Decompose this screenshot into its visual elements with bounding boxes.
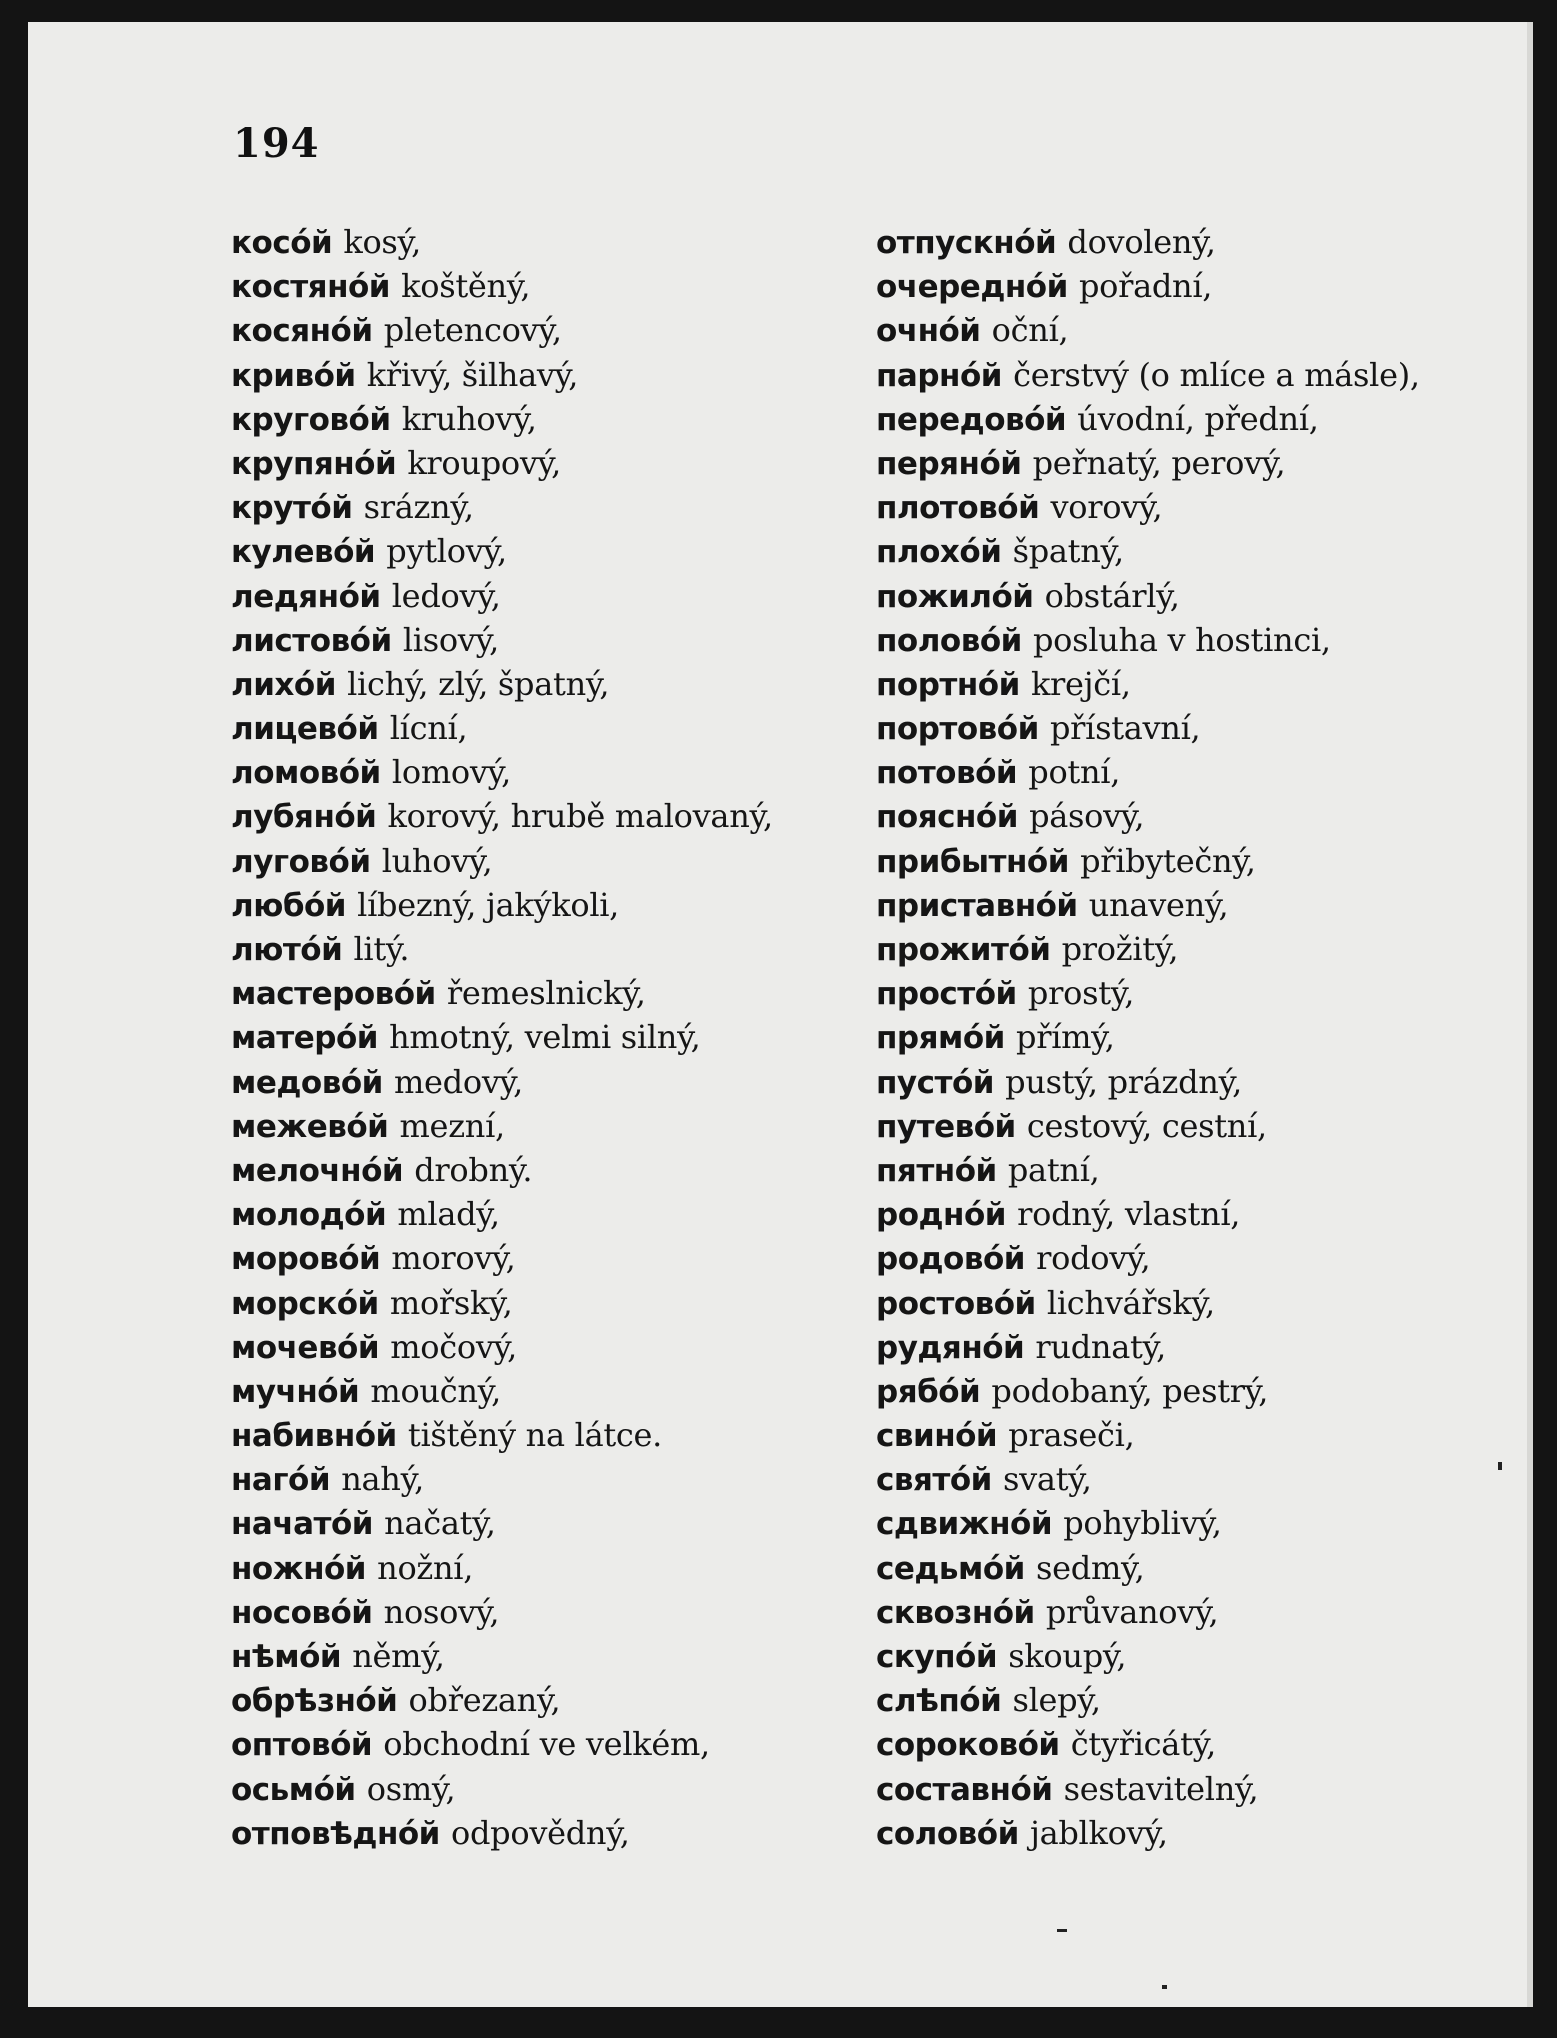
dictionary-entry	[876, 264, 1516, 308]
russian-headword: слѣпо́й	[876, 1683, 1002, 1720]
russian-headword: составно́й	[876, 1771, 1053, 1808]
russian-headword: криво́й	[231, 357, 356, 394]
dictionary-entry	[876, 1104, 1516, 1148]
russian-headword: косяно́й	[231, 313, 373, 350]
russian-headword: седьмо́й	[876, 1550, 1025, 1587]
czech-translation: sedmý,	[1036, 1548, 1145, 1587]
dictionary-entry	[231, 353, 851, 397]
dictionary-entry	[231, 1192, 851, 1236]
czech-translation: prožitý,	[1061, 930, 1179, 968]
czech-translation: líbezný, jakýkoli,	[357, 885, 620, 924]
dictionary-entry	[876, 794, 1516, 838]
russian-headword: потово́й	[876, 755, 1018, 792]
russian-headword: молодо́й	[231, 1197, 387, 1234]
dictionary-entry	[876, 1678, 1516, 1722]
czech-translation: obstárlý,	[1044, 576, 1180, 615]
russian-headword: поясно́й	[876, 799, 1018, 836]
czech-translation: unavený,	[1088, 885, 1229, 924]
czech-translation: lichý, zlý, špatný,	[347, 664, 610, 703]
dictionary-entry	[231, 441, 851, 485]
russian-headword: любо́й	[231, 887, 347, 924]
dictionary-entry	[231, 1325, 851, 1369]
czech-translation: krejčí,	[1030, 664, 1131, 703]
dictionary-entry	[231, 1767, 851, 1811]
czech-translation: luhový,	[381, 841, 493, 880]
czech-translation: lisový,	[402, 620, 499, 659]
russian-headword: полово́й	[876, 622, 1022, 659]
dictionary-entry	[231, 1236, 851, 1280]
dictionary-entry	[876, 1457, 1516, 1501]
czech-translation: kosý,	[343, 223, 421, 261]
russian-headword: морово́й	[231, 1241, 381, 1278]
dictionary-entry	[231, 1634, 851, 1678]
russian-headword: рябо́й	[876, 1373, 981, 1410]
russian-headword: мочево́й	[231, 1329, 380, 1366]
dictionary-entry	[876, 397, 1516, 441]
dictionary-entry	[231, 529, 851, 573]
russian-headword: рудяно́й	[876, 1329, 1025, 1366]
czech-translation: nožní,	[377, 1548, 474, 1587]
dictionary-entry	[876, 1060, 1516, 1104]
russian-headword: межево́й	[231, 1108, 389, 1145]
russian-headword: пожило́й	[876, 578, 1034, 615]
czech-translation: medový,	[393, 1062, 523, 1101]
dictionary-entry	[231, 1457, 851, 1501]
dictionary-entry	[876, 1722, 1516, 1766]
dictionary-entry	[231, 1104, 851, 1148]
dictionary-entry	[231, 485, 851, 529]
russian-headword: осьмо́й	[231, 1771, 356, 1808]
czech-translation: hmotný, velmi silný,	[389, 1018, 701, 1057]
czech-translation: koštěný,	[401, 267, 531, 306]
czech-translation: osmý,	[366, 1769, 456, 1808]
czech-translation: průvanový,	[1045, 1592, 1219, 1631]
russian-headword: листово́й	[231, 622, 392, 659]
czech-translation: podobaný, pestrý,	[991, 1371, 1269, 1410]
czech-translation: nahý,	[341, 1460, 425, 1499]
dictionary-entry	[231, 264, 851, 308]
czech-translation: čtyřicátý,	[1070, 1725, 1217, 1764]
czech-translation: morový,	[391, 1239, 516, 1278]
czech-translation: moučný,	[370, 1371, 502, 1410]
dictionary-entry	[876, 220, 1516, 264]
dictionary-entry	[231, 397, 851, 441]
russian-headword: родово́й	[876, 1241, 1025, 1278]
czech-translation: vorový,	[1050, 488, 1163, 527]
russian-headword: начато́й	[231, 1506, 374, 1543]
czech-translation: mezní,	[399, 1106, 505, 1145]
dictionary-entry	[231, 883, 851, 927]
czech-translation: drobný.	[414, 1150, 533, 1189]
russian-headword: обрѣзно́й	[231, 1683, 398, 1720]
czech-translation: nosový,	[383, 1592, 500, 1631]
czech-translation: srázný,	[363, 488, 474, 527]
czech-translation: slepý,	[1012, 1681, 1101, 1720]
dictionary-entry	[876, 1281, 1516, 1325]
dictionary-entry	[231, 618, 851, 662]
czech-translation: lícní,	[389, 709, 468, 748]
page-number: 194	[233, 120, 320, 167]
russian-headword: отпускно́й	[876, 225, 1057, 261]
russian-headword: путево́й	[876, 1108, 1016, 1145]
russian-headword: лугово́й	[231, 843, 371, 880]
russian-headword: отповѣдно́й	[231, 1815, 440, 1852]
czech-translation: přibytečný,	[1080, 841, 1256, 880]
czech-translation: obřezaný,	[408, 1681, 561, 1720]
czech-translation: kroupový,	[407, 443, 562, 482]
dictionary-entry	[876, 308, 1516, 352]
russian-headword: наго́й	[231, 1462, 331, 1499]
russian-headword: портово́й	[876, 711, 1039, 748]
czech-translation: rodný, vlastní,	[1017, 1195, 1241, 1234]
czech-translation: němý,	[352, 1637, 445, 1675]
russian-headword: матеро́й	[231, 1020, 378, 1057]
czech-translation: mladý,	[397, 1195, 500, 1234]
russian-headword: плохо́й	[876, 534, 1002, 571]
dictionary-entry	[231, 1060, 851, 1104]
dictionary-entry	[231, 1015, 851, 1059]
russian-headword: оптово́й	[231, 1727, 373, 1764]
dictionary-entry	[876, 618, 1516, 662]
czech-translation: odpovědný,	[451, 1813, 630, 1852]
czech-translation: korový, hrubě malovaný,	[387, 797, 773, 836]
russian-headword: носово́й	[231, 1594, 373, 1631]
dictionary-entry	[876, 1413, 1516, 1457]
czech-translation: dovolený,	[1067, 223, 1216, 261]
dictionary-entry	[231, 662, 851, 706]
dictionary-entry	[876, 1546, 1516, 1590]
dictionary-entry	[876, 529, 1516, 573]
czech-translation: špatný,	[1012, 532, 1124, 571]
book-page	[28, 22, 1533, 2007]
russian-headword: солово́й	[876, 1815, 1019, 1852]
czech-translation: obchodní ve velkém,	[383, 1725, 710, 1764]
czech-translation: pletencový,	[383, 311, 562, 350]
czech-translation: rodový,	[1036, 1239, 1151, 1278]
russian-headword: свино́й	[876, 1418, 998, 1455]
czech-translation: pásový,	[1029, 797, 1145, 836]
russian-headword: приставно́й	[876, 887, 1078, 924]
dictionary-entry	[876, 1325, 1516, 1369]
dictionary-entry	[876, 1369, 1516, 1413]
dictionary-entry	[876, 750, 1516, 794]
czech-translation: lichvářský,	[1046, 1283, 1215, 1322]
russian-headword: нѣмо́й	[231, 1639, 342, 1675]
czech-translation: pohyblivý,	[1063, 1504, 1222, 1543]
czech-translation: svatý,	[1003, 1460, 1092, 1499]
russian-headword: пусто́й	[876, 1064, 994, 1101]
russian-headword: парно́й	[876, 357, 1002, 394]
czech-translation: tištěný na látce.	[407, 1416, 663, 1455]
russian-headword: крупяно́й	[231, 445, 397, 482]
dictionary-entry	[876, 1634, 1516, 1678]
russian-headword: мелочно́й	[231, 1152, 404, 1189]
dictionary-entry	[876, 706, 1516, 750]
czech-translation: ledový,	[391, 576, 501, 615]
dictionary-entry	[876, 1192, 1516, 1236]
dictionary-entry	[231, 1148, 851, 1192]
russian-headword: сдвижно́й	[876, 1506, 1053, 1543]
dictionary-entry	[231, 839, 851, 883]
russian-headword: ростово́й	[876, 1285, 1036, 1322]
russian-headword: скупо́й	[876, 1639, 998, 1675]
dictionary-entry	[876, 839, 1516, 883]
czech-translation: skoupý,	[1008, 1637, 1127, 1675]
czech-translation: kruhový,	[401, 399, 537, 438]
czech-translation: křivý, šilhavý,	[366, 355, 579, 394]
print-speck	[1057, 1929, 1067, 1932]
russian-headword: лубяно́й	[231, 799, 377, 836]
dictionary-entry	[876, 485, 1516, 529]
russian-headword: набивно́й	[231, 1418, 397, 1455]
print-speck	[1162, 1985, 1167, 1989]
czech-translation: potní,	[1028, 753, 1121, 792]
czech-translation: přístavní,	[1049, 709, 1201, 748]
russian-headword: кругово́й	[231, 401, 391, 438]
russian-headword: ножно́й	[231, 1550, 367, 1587]
czech-translation: oční,	[991, 311, 1069, 350]
dictionary-entry	[231, 706, 851, 750]
dictionary-entry	[876, 574, 1516, 618]
russian-headword: кулево́й	[231, 534, 376, 571]
dictionary-entry	[876, 1236, 1516, 1280]
czech-translation: mořský,	[389, 1283, 513, 1322]
russian-headword: прожито́й	[876, 932, 1051, 968]
dictionary-entry	[231, 1369, 851, 1413]
russian-headword: перяно́й	[876, 445, 1022, 482]
dictionary-entry	[876, 1501, 1516, 1545]
russian-headword: мучно́й	[231, 1373, 360, 1410]
czech-translation: sestavitelný,	[1063, 1769, 1259, 1808]
russian-headword: прибытно́й	[876, 843, 1069, 880]
czech-translation: cestový, cestní,	[1026, 1106, 1267, 1145]
dictionary-entry	[876, 1767, 1516, 1811]
russian-headword: мастерово́й	[231, 976, 436, 1013]
russian-headword: морско́й	[231, 1285, 379, 1322]
russian-headword: костяно́й	[231, 269, 391, 306]
czech-translation: prostý,	[1027, 974, 1135, 1013]
czech-translation: pořadní,	[1078, 267, 1213, 306]
dictionary-entry	[231, 574, 851, 618]
russian-headword: прямо́й	[876, 1020, 1005, 1057]
dictionary-entry	[876, 441, 1516, 485]
dictionary-entry	[876, 883, 1516, 927]
left-column	[231, 220, 851, 1855]
czech-translation: jablkový,	[1029, 1813, 1168, 1852]
dictionary-entry	[876, 1811, 1516, 1855]
dictionary-entry	[231, 1722, 851, 1766]
russian-headword: просто́й	[876, 976, 1017, 1013]
czech-translation: čerstvý (o mlíce a másle),	[1013, 355, 1420, 394]
dictionary-entry	[231, 1281, 851, 1325]
czech-translation: peřnatý, perový,	[1032, 443, 1286, 482]
czech-translation: posluha v hostinci,	[1033, 620, 1331, 659]
russian-headword: лихо́й	[231, 666, 336, 703]
russian-headword: родно́й	[876, 1197, 1006, 1234]
dictionary-entry	[231, 1501, 851, 1545]
dictionary-entry	[231, 794, 851, 838]
dictionary-entry	[231, 1590, 851, 1634]
dictionary-entry	[876, 1148, 1516, 1192]
czech-translation: močový,	[390, 1327, 518, 1366]
russian-headword: пятно́й	[876, 1152, 997, 1189]
czech-translation: litý.	[353, 930, 410, 968]
dictionary-entry	[231, 750, 851, 794]
czech-translation: pytlový,	[386, 532, 507, 571]
russian-headword: свято́й	[876, 1462, 992, 1499]
russian-headword: люто́й	[231, 932, 343, 968]
dictionary-entry	[231, 927, 851, 971]
dictionary-entry	[231, 308, 851, 352]
czech-translation: lomový,	[391, 753, 512, 792]
dictionary-entry	[231, 1413, 851, 1457]
print-speck	[1498, 1462, 1502, 1470]
russian-headword: круто́й	[231, 490, 353, 527]
dictionary-entry	[876, 1590, 1516, 1634]
dictionary-entry	[231, 1546, 851, 1590]
czech-translation: přímý,	[1016, 1018, 1115, 1057]
russian-headword: передово́й	[876, 401, 1067, 438]
dictionary-entry	[231, 220, 851, 264]
dictionary-entry	[876, 971, 1516, 1015]
czech-translation: patní,	[1007, 1150, 1100, 1189]
russian-headword: медово́й	[231, 1064, 383, 1101]
russian-headword: плотово́й	[876, 490, 1040, 527]
czech-translation: rudnatý,	[1035, 1327, 1166, 1366]
russian-headword: очередно́й	[876, 269, 1068, 306]
russian-headword: сквозно́й	[876, 1594, 1035, 1631]
dictionary-entry	[231, 1811, 851, 1855]
russian-headword: ломово́й	[231, 755, 381, 792]
dictionary-entry	[876, 662, 1516, 706]
russian-headword: портно́й	[876, 666, 1020, 703]
russian-headword: косо́й	[231, 225, 333, 261]
russian-headword: сороково́й	[876, 1727, 1060, 1764]
czech-translation: načatý,	[384, 1504, 496, 1543]
dictionary-entry	[876, 927, 1516, 971]
czech-translation: pustý, prázdný,	[1005, 1062, 1243, 1101]
czech-translation: úvodní, přední,	[1077, 399, 1319, 438]
dictionary-entry	[876, 353, 1516, 397]
czech-translation: řemeslnický,	[446, 974, 646, 1013]
russian-headword: лицево́й	[231, 711, 379, 748]
right-column	[876, 220, 1516, 1855]
dictionary-entry	[231, 971, 851, 1015]
dictionary-entry	[876, 1015, 1516, 1059]
russian-headword: ледяно́й	[231, 578, 381, 615]
dictionary-entry	[231, 1678, 851, 1722]
czech-translation: praseči,	[1008, 1416, 1135, 1455]
russian-headword: очно́й	[876, 313, 981, 350]
